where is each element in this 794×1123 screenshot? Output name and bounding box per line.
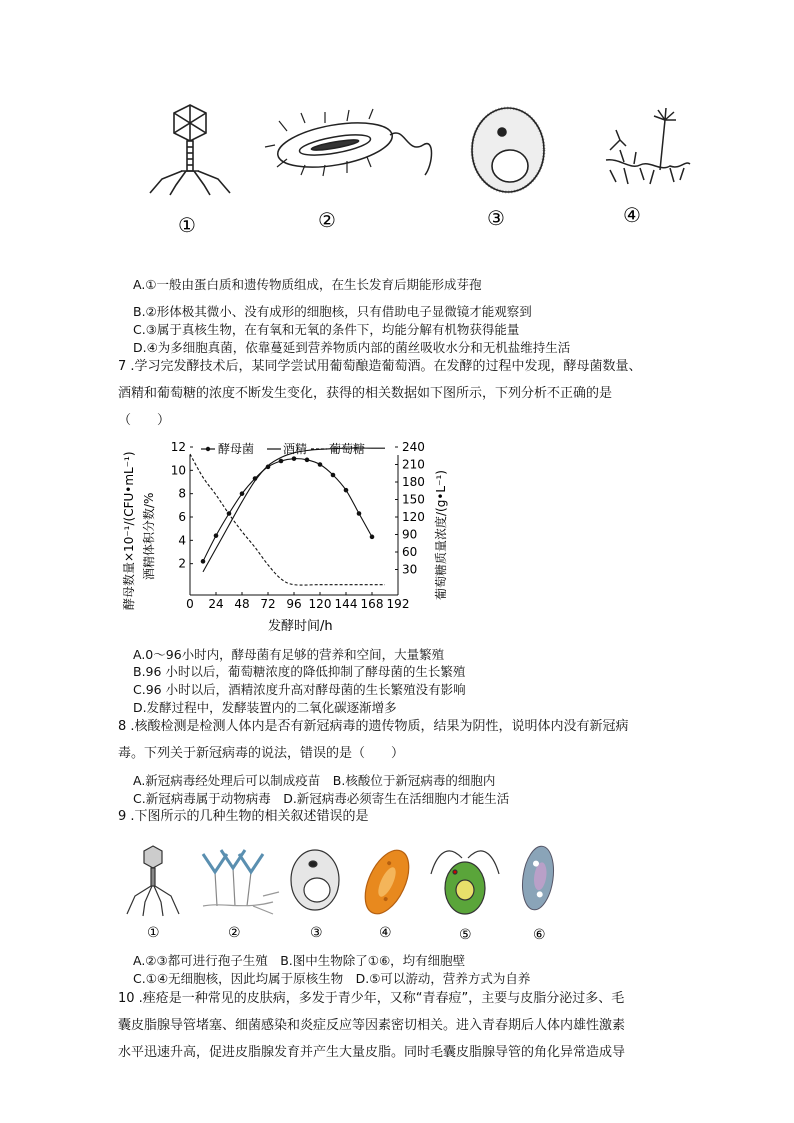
- yeast-data-point: [201, 559, 206, 564]
- yeast-data-point: [240, 491, 245, 496]
- q6-label-4: ④: [623, 203, 641, 227]
- q9-stem: 9 .下图所示的几种生物的相关叙述错误的是: [118, 809, 369, 824]
- q7-stem-line2: 酒精和葡萄糖的浓度不断发生变化，获得的相关数据如下图所示，下列分析不正确的是: [118, 386, 613, 401]
- series-line-dot-line: [203, 459, 372, 562]
- q9-label-3: ③: [310, 925, 323, 941]
- q9-label-1: ①: [147, 925, 160, 941]
- phage-small-drawing: [127, 846, 179, 916]
- y-right-tick-label: 210: [402, 457, 425, 472]
- fermentation-chart: [115, 440, 465, 640]
- y-left-tick-label: 2: [178, 556, 186, 571]
- x-tick-label: 144: [334, 597, 358, 611]
- q6-option-b: B.②形体极其微小、没有成形的细胞核，只有借助电子显微镜才能观察到: [133, 304, 532, 319]
- chlamydomonas-drawing: [431, 851, 499, 914]
- q8-options-row2: C.新冠病毒属于动物病毒 D.新冠病毒必须寄生在活细胞内才能生活: [133, 791, 510, 806]
- q9-label-6: ⑥: [533, 927, 546, 943]
- x-tick-label: 120: [308, 597, 332, 611]
- yeast-data-point: [214, 533, 219, 538]
- yeast-data-point: [279, 459, 284, 464]
- x-tick-label: 24: [208, 597, 224, 611]
- y-left-label: 酵母数量×10⁻¹/(CFU•mL⁻¹): [122, 451, 136, 610]
- y-right-tick-label: 60: [402, 545, 418, 559]
- q9-label-5: ⑤: [459, 927, 472, 943]
- q6-option-d: D.④为多细胞真菌，依靠蔓延到营养物质内部的菌丝吸收水分和无机盐维持生活: [133, 340, 571, 355]
- y-left-tick-label: 6: [178, 510, 186, 524]
- yeast-data-point: [357, 511, 362, 516]
- x-axis-label: 发酵时间/h: [268, 619, 333, 634]
- y-right-tick-label: 150: [402, 492, 425, 507]
- yeast-data-point: [370, 535, 375, 540]
- x-tick-label: 0: [186, 597, 194, 611]
- x-tick-label: 72: [260, 597, 276, 611]
- x-tick-label: 168: [360, 597, 384, 611]
- q9-options-row2: C.①④无细胞核，因此均属于原核生物 D.⑤可以游动，营养方式为自养: [133, 971, 531, 986]
- q7-option-c: C.96 小时以后，酒精浓度升高对酵母菌的生长繁殖没有影响: [133, 682, 466, 697]
- yeast-data-point: [331, 473, 336, 478]
- q9-options-row1: A.②③都可进行孢子生殖 B.图中生物除了①⑥，均有细胞壁: [133, 953, 466, 968]
- y-left-tick-label: 4: [178, 533, 186, 548]
- q7-option-b: B.96 小时以后，葡萄糖浓度的降低抑制了酵母菌的生长繁殖: [133, 664, 466, 679]
- legend-glucose: 葡萄糖: [329, 442, 366, 456]
- x-tick-label: 96: [286, 597, 302, 611]
- mold-small-drawing: [203, 850, 279, 914]
- bacterium-drawing: [265, 109, 432, 176]
- y-right-tick-label: 120: [402, 510, 425, 524]
- q8-options-row1: A.新冠病毒经处理后可以制成疫苗 B.核酸位于新冠病毒的细胞内: [133, 773, 496, 788]
- paramecium-drawing: [519, 844, 558, 912]
- legend-alcohol: 酒精: [283, 442, 308, 456]
- bacterium-small-drawing: [356, 844, 417, 921]
- q10-line3: 水平迅速升高，促进皮脂腺发育并产生大量皮脂。同时毛囊皮脂腺导管的角化异常造成导: [118, 1045, 626, 1060]
- y-left-label-2: 酒精体积分数/%: [142, 492, 156, 580]
- yeast-data-point: [305, 458, 310, 463]
- yeast-drawing: [472, 108, 544, 192]
- q8-stem-line2: 毒。下列关于新冠病毒的说法，错误的是（ ）: [118, 746, 405, 761]
- q9-label-4: ④: [379, 925, 392, 941]
- yeast-data-point: [318, 462, 323, 467]
- q6-option-c: C.③属于真核生物，在有氧和无氧的条件下，均能分解有机物获得能量: [133, 322, 520, 337]
- q6-label-2: ②: [318, 208, 336, 232]
- yeast-data-point: [344, 488, 349, 493]
- q10-line1: 10 .痤疮是一种常见的皮肤病，多发于青少年，又称“青春痘”，主要与皮脂分泌过多、毛: [118, 991, 625, 1006]
- q7-option-a: A.0～96小时内，酵母菌有足够的营养和空间，大量繁殖: [133, 647, 445, 662]
- q9-figure: [115, 840, 565, 945]
- x-tick-label: 48: [234, 597, 250, 611]
- y-right-label: 葡萄糖质量浓度/(g•L⁻¹): [434, 470, 448, 600]
- legend-yeast: 酵母菌: [218, 442, 255, 456]
- yeast-small-drawing: [291, 850, 339, 910]
- x-tick-label: 192: [386, 597, 410, 611]
- q10-line2: 囊皮脂腺导管堵塞、细菌感染和炎症反应等因素密切相关。进入青春期后人体内雄性激素: [118, 1018, 626, 1033]
- y-right-tick-label: 240: [402, 440, 425, 454]
- q6-label-3: ③: [487, 206, 505, 230]
- q9-label-2: ②: [228, 925, 241, 941]
- q7-stem-line3: （ ）: [118, 413, 171, 428]
- y-right-tick-label: 180: [402, 475, 425, 489]
- mold-drawing: [606, 108, 690, 184]
- q7-stem-line1: 7 .学习完发酵技术后，某同学尝试用葡萄酿造葡萄酒。在发酵的过程中发现，酵母菌数量、: [118, 359, 642, 374]
- bacteriophage-drawing: [150, 105, 230, 195]
- q6-figure: [120, 95, 720, 265]
- q6-option-a: A.①一般由蛋白质和遗传物质组成，在生长发育后期能形成芽孢: [133, 277, 482, 292]
- y-left-tick-label: 12: [170, 440, 186, 454]
- y-right-tick-label: 30: [402, 562, 418, 577]
- q8-stem-line1: 8 .核酸检测是检测人体内是否有新冠病毒的遗传物质，结果为阴性，说明体内没有新冠病: [118, 719, 629, 734]
- q7-option-d: D.发酵过程中，发酵装置内的二氧化碳逐渐增多: [133, 700, 397, 715]
- series-line-dashed: [190, 454, 385, 585]
- yeast-data-point: [292, 456, 297, 461]
- q6-label-1: ①: [178, 213, 196, 237]
- y-left-tick-label: 10: [170, 463, 186, 478]
- y-left-tick-label: 8: [178, 486, 186, 501]
- series-line-solid: [203, 448, 385, 572]
- y-right-tick-label: 90: [402, 527, 418, 542]
